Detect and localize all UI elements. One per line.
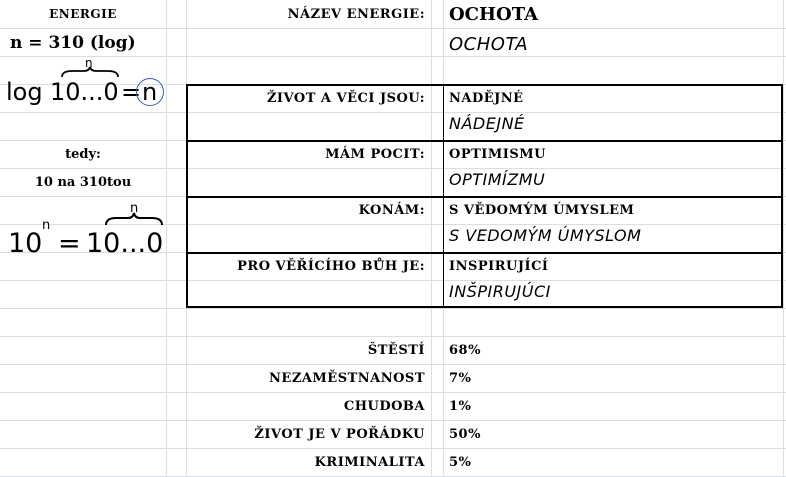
overbrace-icon	[104, 212, 164, 226]
grid-line	[0, 364, 786, 365]
power-base: 10	[8, 228, 43, 259]
grid-line	[0, 56, 786, 57]
energy-heading: ENERGIE	[49, 7, 117, 21]
log-base: 10...0	[50, 78, 119, 106]
stat-label: ŽIVOT JE V POŘÁDKU	[254, 427, 425, 442]
log-text: log	[6, 78, 43, 106]
energy-name-handwritten: OCHOTA	[449, 34, 529, 55]
grid-line	[0, 308, 786, 309]
stat-label: ŠTĚSTÍ	[367, 343, 425, 358]
row-handwritten: NÁDEJNÉ	[449, 114, 525, 133]
row-label: MÁM POCIT:	[325, 147, 425, 162]
box-divider	[443, 84, 444, 308]
grid-line	[0, 336, 786, 337]
result-label: 10 na 310tou	[34, 175, 132, 190]
row-label: PRO VĚŘÍCÍHO BŮH JE:	[237, 259, 425, 274]
stat-value: 1%	[449, 399, 472, 414]
stat-value: 7%	[449, 371, 472, 386]
row-value: OPTIMISMU	[449, 147, 546, 162]
energy-name-label: NÁZEV ENERGIE:	[287, 7, 425, 22]
brace-label: n	[130, 201, 139, 216]
grid-line	[0, 28, 786, 29]
energy-name-value: OCHOTA	[449, 4, 539, 25]
grid-line	[0, 448, 786, 449]
power-rhs: 10...0	[86, 228, 164, 259]
overbrace-icon	[60, 66, 120, 78]
n-equation: n = 310 (log)	[10, 33, 136, 53]
row-handwritten: INŠPIRUJÚCI	[449, 282, 551, 301]
grid-line	[783, 0, 784, 477]
stat-value: 68%	[449, 343, 481, 358]
row-handwritten: S VEDOMÝM ÚMYSLOM	[449, 226, 642, 245]
row-label: KONÁM:	[358, 203, 425, 218]
brace-label: n	[85, 56, 93, 70]
stat-label: CHUDOBA	[343, 399, 425, 414]
box-divider	[186, 196, 783, 198]
row-value: NADĚJNÉ	[449, 91, 524, 106]
log-equals: =	[121, 78, 142, 106]
row-value: S VĚDOMÝM ÚMYSLEM	[449, 203, 635, 218]
stat-value: 50%	[449, 427, 481, 442]
stat-label: KRIMINALITA	[314, 455, 425, 470]
circle-icon	[136, 78, 164, 106]
grid-line	[0, 420, 786, 421]
row-label: ŽIVOT A VĚCI JSOU:	[266, 91, 425, 106]
row-value: INSPIRUJÍCÍ	[449, 259, 549, 274]
tedy-label: tedy:	[65, 147, 101, 162]
power-exponent: n	[42, 218, 51, 233]
box-divider	[186, 140, 783, 142]
stat-label: NEZAMĚSTNANOST	[269, 371, 425, 386]
power-equals: =	[58, 228, 81, 259]
grid-line	[0, 392, 786, 393]
box-divider	[186, 252, 783, 254]
grid-line	[166, 0, 167, 477]
stat-value: 5%	[449, 455, 472, 470]
log-n: n	[142, 78, 158, 106]
row-handwritten: OPTIMÍZMU	[449, 170, 546, 189]
